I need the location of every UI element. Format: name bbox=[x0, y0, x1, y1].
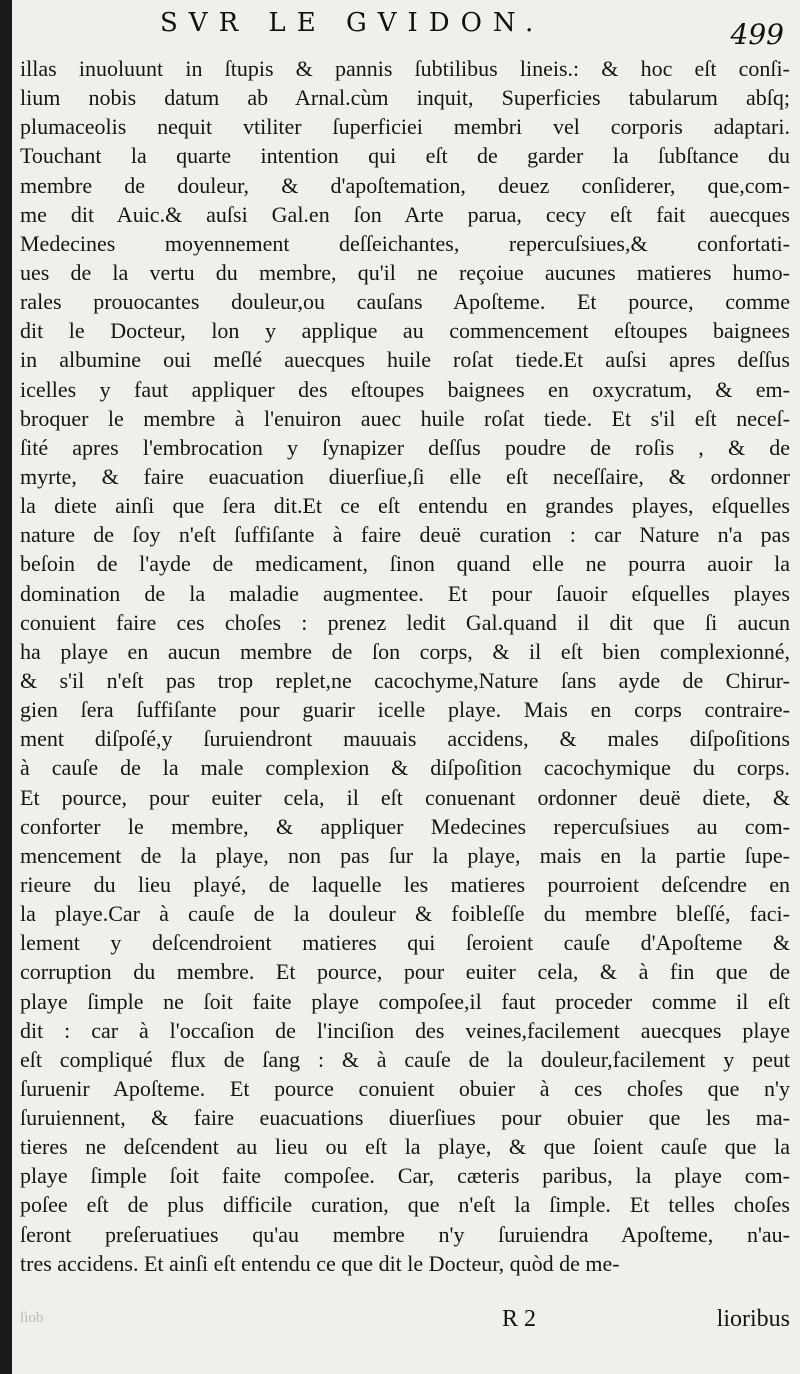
text-line: tres accidens. Et ainſi eſt entendu ce que dit le Docteur, quòd de me- bbox=[20, 1250, 620, 1276]
text-line: dit le Docteur, lon y applique au commencement eſtoupes baignees bbox=[20, 318, 790, 344]
text-line: beſoin de l'ayde de medicament, ſinon quand elle ne pourra auoir la bbox=[20, 551, 790, 577]
text-line: Medecines moyennement deſſeichantes, repercuſsiues,& confortati- bbox=[20, 230, 790, 256]
text-line: gien ſera ſuffiſante pour guarir icelle playe. Mais en corps contraire- bbox=[20, 697, 790, 723]
text-line: dit : car à l'occaſion de l'inciſion des veines,facilement auecques playe bbox=[20, 1017, 790, 1043]
text-line: illas inuoluunt in ſtupis & pannis ſubtilibus lineis.: & hoc eſt conſi- bbox=[20, 56, 790, 81]
text-line: poſee eſt de plus difficile curation, que n'eſt la ſimple. Et telles choſes bbox=[20, 1192, 790, 1218]
text-line: ſité apres l'embrocation y ſynapizer deſſus poudre de roſis , & de bbox=[20, 434, 790, 460]
text-line: broquer le membre à l'enuiron auec huile roſat tiede. Et s'il eſt neceſ- bbox=[20, 405, 790, 431]
text-line: tieres ne deſcendent au lieu ou eſt la playe, & que ſoient cauſe que la bbox=[20, 1134, 790, 1160]
running-title: SVR LE GVIDON. bbox=[160, 8, 545, 38]
text-line: ſeront preſeruatiues qu'au membre n'y ſuruiendra Apoſteme, n'au- bbox=[20, 1221, 790, 1247]
text-line: plumaceolis nequit vtiliter ſuperficiei membri vel corporis adaptari. bbox=[20, 114, 790, 140]
text-line: conforter le membre, & appliquer Medecines repercuſsiues au com- bbox=[20, 813, 790, 839]
body-text-block bbox=[20, 54, 790, 1278]
text-line: playe ſimple ne ſoit faite playe compoſee,il faut proceder comme il eſt bbox=[20, 988, 790, 1014]
text-line: ſuruiennent, & faire euacuations diuerſiues pour obuier que les ma- bbox=[20, 1105, 790, 1131]
text-line: ſuruenir Apoſteme. Et pource conuient obuier à ces choſes que n'y bbox=[20, 1075, 790, 1101]
text-line: rales prouocantes douleur,ou cauſans Apoſteme. Et pource, comme bbox=[20, 289, 790, 315]
page-footer bbox=[20, 1306, 790, 1346]
text-line: icelles y faut appliquer des eſtoupes baignees en oxycratum, & em- bbox=[20, 376, 790, 402]
text-line: ues de la vertu du membre, qu'il ne reçoiue aucunes matieres humo- bbox=[20, 259, 790, 285]
text-line: domination de la maladie augmentee. Et pour ſauoir eſquelles playes bbox=[20, 580, 790, 606]
text-line: ment diſpoſé,y ſuruiendront mauuais accidens, & males diſpoſitions bbox=[20, 726, 790, 752]
text-line: myrte, & faire euacuation diuerſiue,ſi elle eſt neceſſaire, & ordonner bbox=[20, 463, 790, 489]
text-line: mencement de la playe, non pas ſur la playe, mais en la partie ſupe- bbox=[20, 842, 790, 868]
text-line: ha playe en aucun membre de ſon corps, & il eſt bien complexionné, bbox=[20, 638, 790, 664]
text-line: lium nobis datum ab Arnal.cùm inquit, Superficies tabularum abſq; bbox=[20, 85, 790, 111]
text-line: membre de douleur, & d'apoſtemation, deuez conſiderer, que,com- bbox=[20, 172, 790, 198]
text-line: & s'il n'eſt pas trop replet,ne cacochyme,Nature ſans ayde de Chirur- bbox=[20, 667, 790, 693]
text-line: me dit Auic.& auſsi Gal.en ſon Arte parua, cecy eſt fait auecques bbox=[20, 201, 790, 227]
text-line: la playe.Car à cauſe de la douleur & foibleſſe du membre bleſſé, faci- bbox=[20, 901, 790, 927]
text-line: nature de ſoy n'eſt ſuffiſante à faire deuë curation : car Nature n'a pas bbox=[20, 522, 790, 548]
signature-mark: R 2 bbox=[502, 1306, 537, 1332]
text-line: in albumine oui meſlé auecques huile roſat tiede.Et auſsi apres deſſus bbox=[20, 347, 790, 373]
text-line: Touchant la quarte intention qui eſt de garder la ſubſtance du bbox=[20, 143, 790, 169]
text-line: Et pource, pour euiter cela, il eſt conuenant ordonner deuë diete, & bbox=[20, 784, 790, 810]
page-gutter-shadow bbox=[0, 0, 12, 1374]
text-line: la diete ainſi que ſera dit.Et ce eſt entendu en grandes playes, eſquelles bbox=[20, 493, 790, 519]
page-number: 499 bbox=[730, 18, 784, 51]
text-line: rieure du lieu playé, de laquelle les matieres pourroient deſcendre en bbox=[20, 871, 790, 897]
text-line: à cauſe de la male complexion & diſpoſition cacochymique du corps. bbox=[20, 755, 790, 781]
show-through-mark: ſiob bbox=[20, 1310, 44, 1326]
text-line: corruption du membre. Et pource, pour euiter cela, & à fin que de bbox=[20, 959, 790, 985]
catchword: lioribus bbox=[716, 1306, 790, 1332]
text-line: playe ſimple ſoit faite compoſee. Car, cæteris paribus, la playe com- bbox=[20, 1163, 790, 1189]
text-line: lement y deſcendroient matieres qui ſeroient cauſe d'Apoſteme & bbox=[20, 930, 790, 956]
text-line: conuient faire ces choſes : prenez ledit Gal.quand il dit que ſi aucun bbox=[20, 609, 790, 635]
text-line: eſt compliqué flux de ſang : & à cauſe de la douleur,facilement y peut bbox=[20, 1046, 790, 1072]
